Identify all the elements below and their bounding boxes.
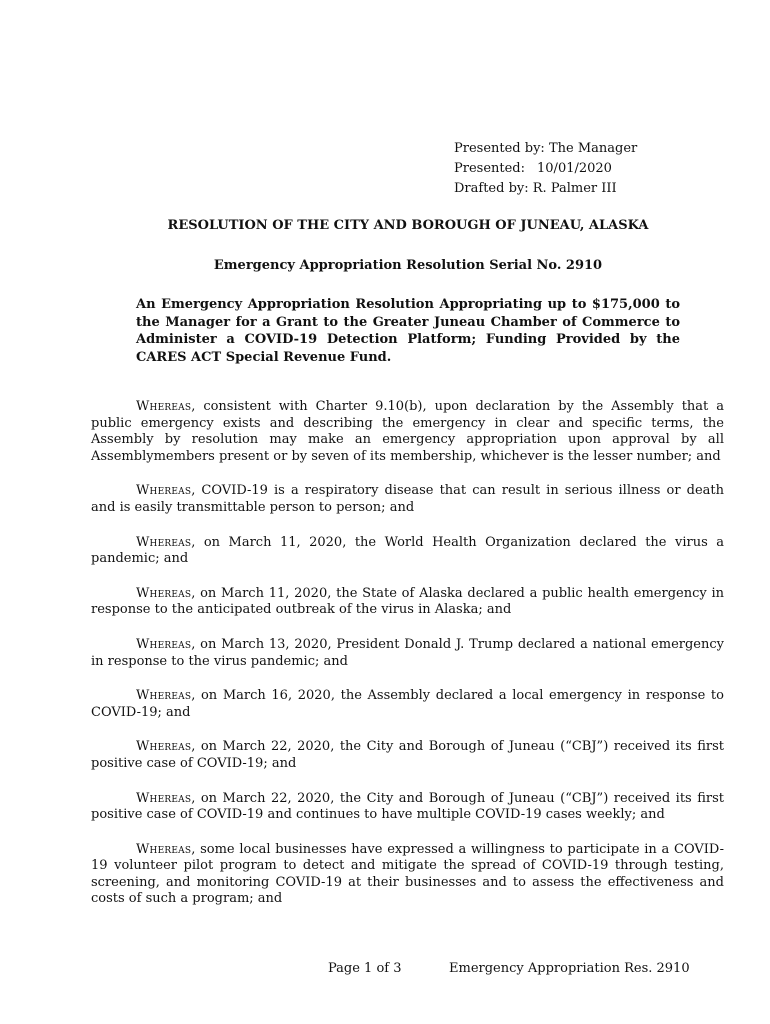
- whereas-clause: [91, 688, 724, 721]
- presented-by-line: [454, 139, 637, 159]
- whereas-clause: [91, 399, 724, 465]
- whereas-clause: [91, 535, 724, 568]
- clause-text: , on March 22, 2020, the City and Borough of Juneau (“CBJ”) received its first positive case of COVID-19; and: [91, 739, 724, 771]
- presentation-block: [454, 139, 637, 199]
- clause-text: , on March 13, 2020, President Donald J. Trump declared a national emergency in response to the virus pandemic; and: [91, 636, 724, 669]
- whereas-clauses: [91, 399, 724, 926]
- resolution-serial: Emergency Appropriation Resolution Serial No. 2910: [213, 258, 603, 273]
- drafted-by-line: [454, 179, 637, 199]
- whereas-keyword: Whereas: [136, 688, 192, 704]
- clause-text: , on March 11, 2020, the World Health Organization declared the virus a pandemic; and: [91, 534, 724, 567]
- resolution-title: RESOLUTION OF THE CITY AND BOROUGH OF JUNEAU, ALASKA: [167, 218, 649, 233]
- whereas-clause: [91, 791, 724, 824]
- presented-value: 10/01/2020: [537, 161, 612, 176]
- whereas-clause: [91, 842, 724, 908]
- presented-date-line: [454, 159, 637, 179]
- footer-resolution-label: Emergency Appropriation Res. 2910: [449, 961, 690, 976]
- presented-label: Presented:: [454, 161, 526, 176]
- resolution-summary: An Emergency Appropriation Resolution Appropriating up to $175,000 to the Manager for a Grant to the Greater Juneau Chamber of Commerce to Administer a COVID-19 Detection Platform; Funding Provided by the CARES ACT Special Revenue Fund.: [136, 297, 680, 365]
- whereas-clause: [91, 483, 724, 516]
- drafted-by-label: Drafted by:: [454, 181, 529, 196]
- whereas-keyword: Whereas: [136, 636, 192, 652]
- whereas-keyword: Whereas: [136, 841, 192, 857]
- clause-text: , some local businesses have expressed a willingness to participate in a COVID-19 volunteer pilot program to detect and mitigate the spread of COVID-19 through testing, screening, and monitoring COVID-19 at their businesses and to assess the effectiveness and costs of such a program; and: [91, 841, 724, 907]
- whereas-clause: [91, 586, 724, 619]
- whereas-keyword: Whereas: [136, 483, 192, 499]
- whereas-keyword: Whereas: [136, 399, 192, 414]
- whereas-keyword: Whereas: [136, 790, 192, 806]
- clause-text: , on March 11, 2020, the State of Alaska declared a public health emergency in response to the anticipated outbreak of the virus in Alaska; and: [91, 585, 724, 618]
- clause-text: , on March 16, 2020, the Assembly declared a local emergency in response to COVID-19; and: [91, 688, 724, 720]
- clause-text: , COVID-19 is a respiratory disease that can result in serious illness or death and is easily transmittable person to person; and: [91, 483, 724, 515]
- clause-text: , on March 22, 2020, the City and Borough of Juneau (“CBJ”) received its first positive case of COVID-19 and continues to have multiple COVID-19 cases weekly; and: [91, 790, 724, 823]
- presented-by-label: Presented by:: [454, 141, 545, 156]
- whereas-clause: [91, 739, 724, 772]
- whereas-keyword: Whereas: [136, 739, 192, 755]
- drafted-by-value: R. Palmer III: [532, 181, 617, 196]
- clause-text: , consistent with Charter 9.10(b), upon declaration by the Assembly that a public emergency exists and describing the emergency in clear and specific terms, the Assembly by resolution may make an emergency appropriation upon approval by all Assemblymembers present or by seven of its membership, whichever is the lesser number; and: [91, 399, 724, 464]
- whereas-keyword: Whereas: [136, 534, 192, 550]
- whereas-clause: [91, 637, 724, 670]
- whereas-keyword: Whereas: [136, 585, 192, 601]
- page-number: Page 1 of 3: [328, 961, 402, 976]
- presented-by-value: The Manager: [548, 141, 638, 156]
